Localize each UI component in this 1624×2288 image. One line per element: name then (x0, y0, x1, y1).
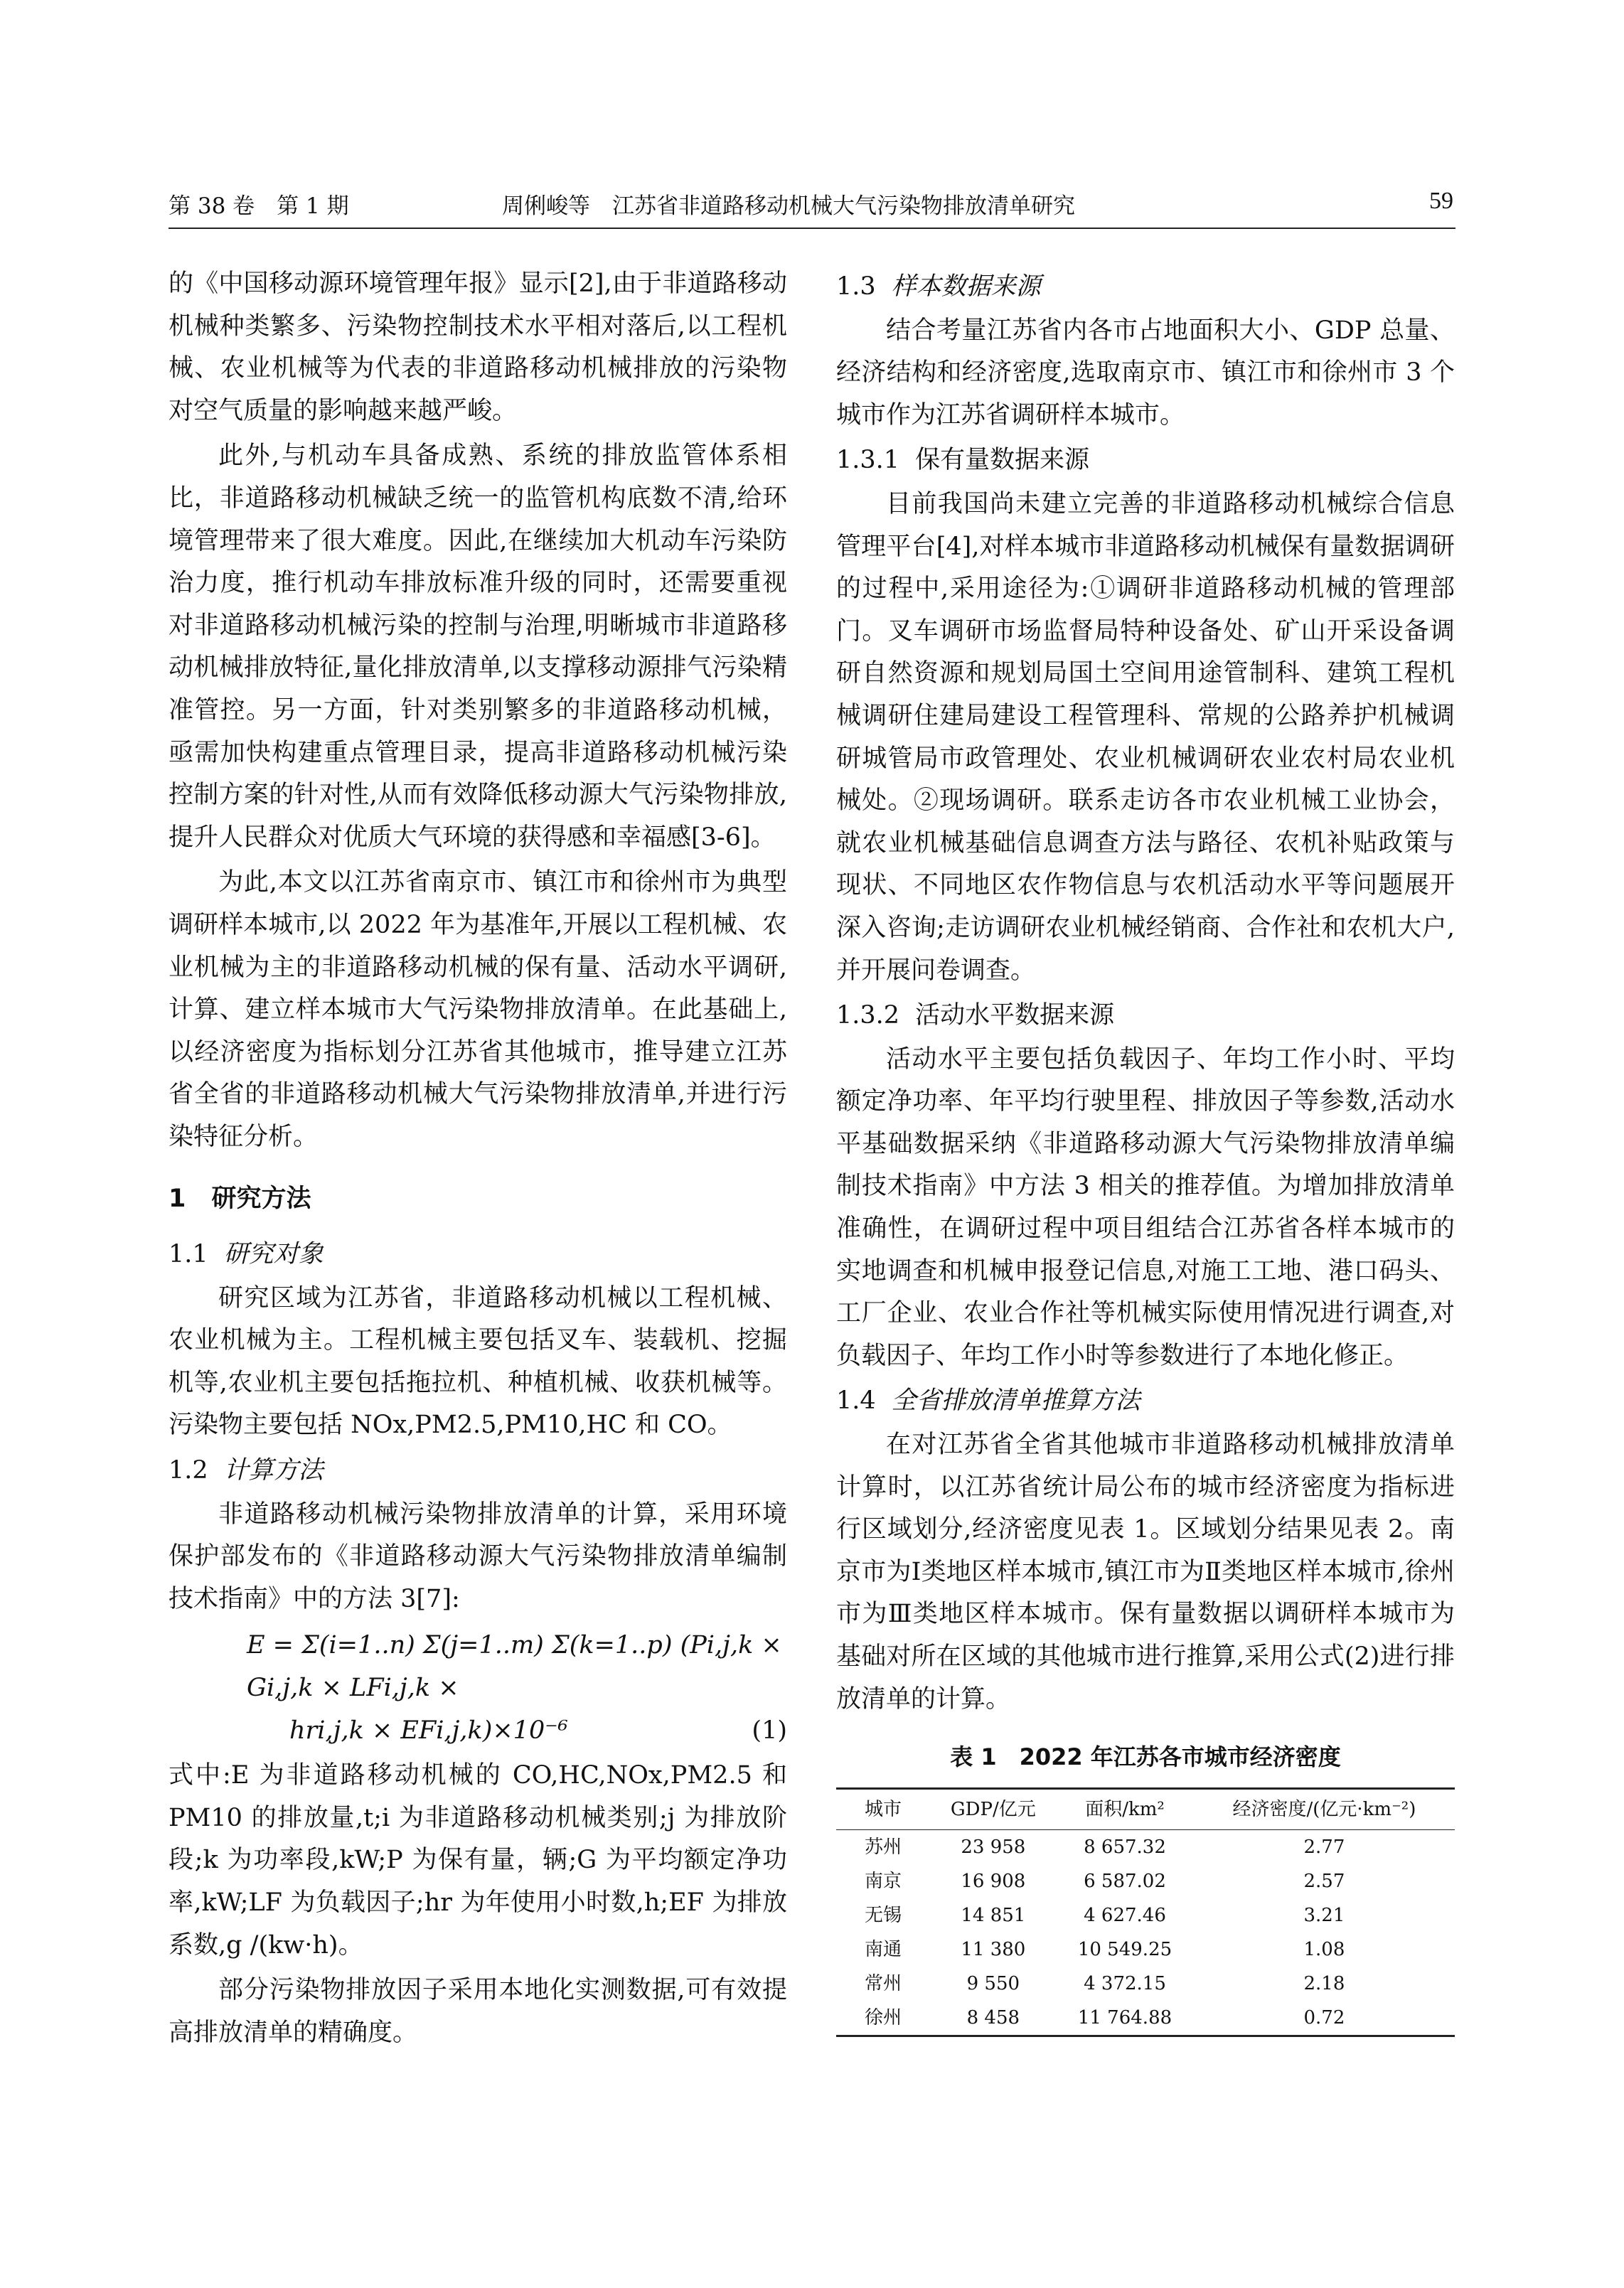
subsubsection-number: 1.3.2 (836, 1001, 900, 1030)
equation-text: hri,j,k × EFi,j,k)×10⁻⁶ (289, 1716, 568, 1745)
subsubsection-heading (836, 439, 1455, 482)
paragraph: 活动水平主要包括负载因子、年均工作小时、平均额定净功率、年平均行驶里程、排放因子等参数,活动水平基础数据采纳《非道路移动源大气污染物排放清单编制技术指南》中方法 3 相关的推荐值。为增加排放清单准确性，在调研过程中项目组结合江苏省各样本城市的实地调查和机械申报登记信息,对施工工地、港口码头、工厂企业、农业合作社等机械实际使用情况进行调查,对负载因子、年均工作小时等参数进行了本地化修正。 (836, 1044, 1455, 1370)
equation-line (289, 1710, 787, 1753)
table-cell: 8 458 (931, 2001, 1057, 2036)
table-cell: 2.18 (1303, 1972, 1345, 1994)
table-cell: 常州 (865, 1972, 902, 1994)
table-cell: 6 587.02 (1084, 1870, 1166, 1892)
table-header-row (836, 1788, 1455, 1829)
section-heading (169, 1178, 787, 1221)
paragraph: 为此,本文以江苏省南京市、镇江市和徐州市为典型调研样本城市,以 2022 年为基准年,开展以工程机械、农业机械为主的非道路移动机械的保有量、活动水平调研,计算、建立样本城市大气污染物排放清单。在此基础上,以经济密度为指标划分江苏省其他城市，推导建立江苏省全省的非道路移动机械大气污染物排放清单,并进行污染特征分析。 (169, 868, 787, 1151)
paragraph: 式中:E 为非道路移动机械的 CO,HC,NOx,PM2.5 和 PM10 的排放量,t;i 为非道路移动机械类别;j 为排放阶段;k 为功率段,kW;P 为保有量，辆;G 为平均额定净功率,kW;LF 为负载因子;hr 为年使用小时数,h;EF 为排放系数,g /(kw·h)。 (169, 1761, 787, 1960)
subsubsection-number: 1.3.1 (836, 446, 900, 475)
paragraph: 目前我国尚未建立完善的非道路移动机械综合信息管理平台[4],对样本城市非道路移动机械保有量数据调研的过程中,采用途径为:①调研非道路移动机械的管理部门。叉车调研市场监督局特种设备处、矿山开采设备调研自然资源和规划局国土空间用途管制科、建筑工程机械调研住建局建设工程管理科、常规的公路养护机械调研城管局市政管理处、农业机械调研农业农村局农业机械处。②现场调研。联系走访各市农业机械工业协会，就农业机械基础信息调查方法与路径、农机补贴政策与现状、不同地区农作物信息与农机活动水平等问题展开深入咨询;走访调研农业机械经销商、合作社和农机大户,并开展问卷调查。 (836, 489, 1455, 985)
running-title: 周俐峻等 江苏省非道路移动机械大气污染物排放清单研究 (502, 193, 1075, 219)
section-title: 研究方法 (211, 1185, 311, 1214)
equation-line: E = Σ(i=1..n) Σ(j=1..m) Σ(k=1..p) (Pi,j,k × Gi,j,k × LFi,j,k × (247, 1631, 782, 1702)
table-row (836, 1932, 1455, 1967)
table-row (836, 1967, 1455, 2001)
table-cell: 23 958 (961, 1836, 1026, 1858)
subsection-title: 研究对象 (223, 1240, 324, 1269)
table-cell: 2.57 (1303, 1870, 1345, 1892)
table-cell: 0.72 (1194, 2001, 1455, 2036)
running-header (0, 183, 1624, 226)
journal-volume: 第 38 卷 第 1 期 (169, 193, 349, 219)
subsection-title: 样本数据来源 (891, 272, 1041, 301)
subsection-title: 全省排放清单推算方法 (891, 1386, 1140, 1416)
subsubsection-title: 活动水平数据来源 (915, 1001, 1115, 1030)
table-cell: 9 550 (966, 1972, 1020, 1994)
paragraph: 在对江苏省全省其他城市非道路移动机械排放清单计算时，以江苏省统计局公布的城市经济密度为指标进行区域划分,经济密度见表 1。区域划分结果见表 2。南京市为Ⅰ类地区样本城市,镇江市为Ⅱ类地区样本城市,徐州市为Ⅲ类地区样本城市。保有量数据以调研样本城市为基础对所在区域的其他城市进行推算,采用公式(2)进行排放清单的计算。 (836, 1431, 1455, 1714)
table-cell: 10 549.25 (1077, 1938, 1172, 1960)
table-row (836, 1829, 1455, 1864)
section-number: 1 (169, 1185, 186, 1214)
table-row (836, 1898, 1455, 1932)
subsection-heading (836, 266, 1455, 309)
table-cell: 1.08 (1303, 1938, 1345, 1960)
equation-1 (169, 1625, 787, 1752)
header-rule (169, 228, 1455, 229)
subsection-heading (169, 1450, 787, 1492)
column-header: 面积/km² (1056, 1788, 1194, 1829)
column-header: 城市 (836, 1788, 931, 1829)
table-cell: 4 627.46 (1084, 1904, 1166, 1926)
subsubsection-heading (836, 995, 1455, 1037)
table-cell: 徐州 (836, 2001, 931, 2036)
paragraph: 此外,与机动车具备成熟、系统的排放监管体系相比，非道路移动机械缺乏统一的监管机构底数不清,给环境管理带来了很大难度。因此,在继续加大机动车污染防治力度，推行机动车排放标准升级的同时，还需要重视对非道路移动机械污染的控制与治理,明晰城市非道路移动机械排放特征,量化排放清单,以支撑移动源排气污染精准管控。另一方面，针对类别繁多的非道路移动机械，亟需加快构建重点管理目录，提高非道路移动机械污染控制方案的针对性,从而有效降低移动源大气污染物排放,提升人民群众对优质大气环境的获得感和幸福感[3-6]。 (169, 442, 787, 852)
equation-number: (1) (752, 1716, 787, 1745)
table-cell: 南通 (865, 1938, 902, 1960)
table-caption: 表 1 2022 年江苏各市城市经济密度 (950, 1743, 1341, 1771)
page-number: 59 (1429, 188, 1453, 214)
table-cell: 11 380 (961, 1938, 1026, 1960)
subsection-number: 1.2 (169, 1456, 208, 1485)
table-cell: 16 908 (961, 1870, 1026, 1892)
left-column (169, 263, 787, 2057)
subsection-heading (169, 1234, 787, 1276)
paragraph: 结合考量江苏省内各市占地面积大小、GDP 总量、经济结构和经济密度,选取南京市、镇江市和徐州市 3 个城市作为江苏省调研样本城市。 (836, 316, 1455, 429)
table-cell: 无锡 (865, 1904, 902, 1926)
paragraph: 研究区域为江苏省，非道路移动机械以工程机械、农业机械为主。工程机械主要包括叉车、装载机、挖掘机等,农业机主要包括拖拉机、种植机械、收获机械等。污染物主要包括 NOx,PM2.5,PM10,HC 和 CO。 (169, 1283, 787, 1440)
column-header: GDP/亿元 (931, 1788, 1057, 1829)
table-row (836, 2001, 1455, 2036)
subsection-title: 计算方法 (223, 1456, 324, 1485)
table-cell: 南京 (865, 1870, 902, 1892)
subsubsection-title: 保有量数据来源 (915, 446, 1090, 475)
economic-density-table (836, 1787, 1455, 2037)
table-cell: 8 657.32 (1084, 1836, 1166, 1858)
paragraph: 部分污染物排放因子采用本地化实测数据,可有效提高排放清单的精确度。 (169, 1976, 787, 2047)
table-row (836, 1864, 1455, 1898)
table-cell: 2.77 (1303, 1836, 1345, 1858)
table-cell: 14 851 (961, 1904, 1026, 1926)
subsection-heading (836, 1380, 1455, 1423)
paragraph: 的《中国移动源环境管理年报》显示[2],由于非道路移动机械种类繁多、污染物控制技术水平相对落后,以工程机械、农业机械等为代表的非道路移动机械排放的污染物对空气质量的影响越来越严峻。 (169, 269, 787, 425)
paragraph: 非道路移动机械污染物排放清单的计算，采用环境保护部发布的《非道路移动源大气污染物排放清单编制技术指南》中的方法 3[7]: (169, 1500, 787, 1613)
right-column (836, 263, 1455, 2037)
subsection-number: 1.3 (836, 272, 876, 301)
subsection-number: 1.1 (169, 1240, 208, 1269)
table-cell: 3.21 (1303, 1904, 1345, 1926)
column-header: 经济密度/(亿元·km⁻²) (1194, 1788, 1455, 1829)
table-cell: 11 764.88 (1056, 2001, 1194, 2036)
subsection-number: 1.4 (836, 1386, 876, 1416)
table-cell: 苏州 (865, 1836, 902, 1858)
table-cell: 4 372.15 (1084, 1972, 1166, 1994)
